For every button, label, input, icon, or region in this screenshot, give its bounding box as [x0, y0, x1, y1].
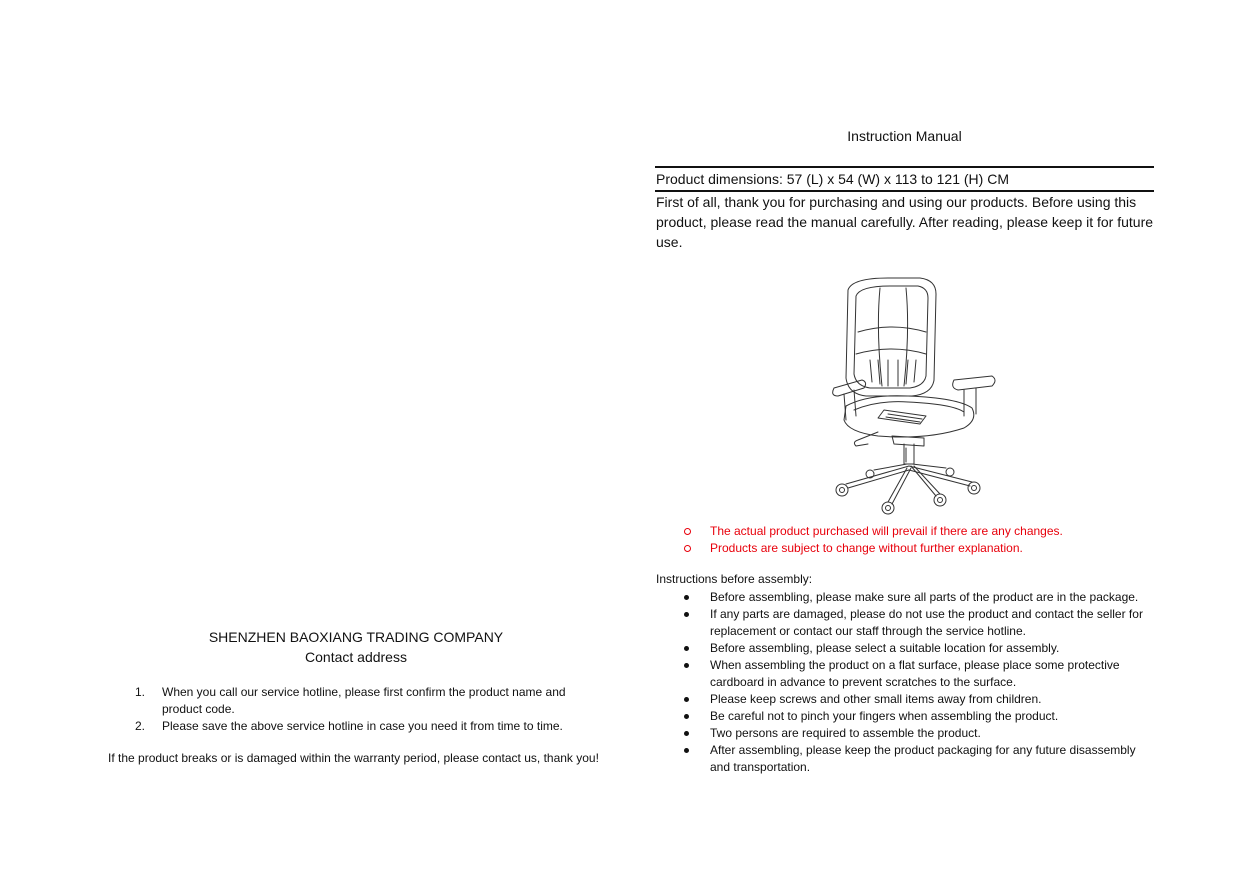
instruction-text: After assembling, please keep the product packaging for any future disassembly and transportation. — [710, 743, 1136, 774]
list-item — [108, 684, 604, 718]
circle-bullet-icon — [684, 528, 691, 535]
bullet-icon — [684, 714, 689, 719]
warranty-text: If the product breaks or is damaged within the warranty period, please contact us, thank you! — [108, 751, 599, 765]
instruction-text: Before assembling, please select a suitable location for assembly. — [710, 641, 1060, 655]
list-item — [684, 742, 1154, 776]
list-item — [684, 691, 1154, 708]
instruction-text: Please keep screws and other small items away from children. — [710, 692, 1042, 706]
list-text: When you call our service hotline, please first confirm the product name and product code. — [162, 685, 566, 716]
office-chair-icon — [808, 270, 1008, 518]
pre-assembly-title: Instructions before assembly: — [656, 572, 813, 586]
instruction-text: Before assembling, please make sure all parts of the product are in the package. — [710, 590, 1139, 604]
bullet-icon — [684, 697, 689, 702]
service-notes-list — [108, 684, 604, 735]
list-item — [684, 606, 1154, 640]
product-dimensions: Product dimensions: 57 (L) x 54 (W) x 113 to 121 (H) CM — [656, 171, 1009, 187]
list-number: 1. — [135, 685, 146, 699]
bullet-icon — [684, 748, 689, 753]
list-text: Please save the above service hotline in case you need it from time to time. — [162, 719, 563, 733]
instruction-text: When assembling the product on a flat surface, please place some protective cardboard in advance to prevent scratches to the surface. — [710, 658, 1120, 689]
list-item — [684, 523, 1063, 540]
contact-heading: Contact address — [305, 649, 407, 665]
disclaimer-text: Products are subject to change without further explanation. — [710, 541, 1023, 555]
list-item — [684, 657, 1154, 691]
disclaimer-list — [684, 523, 1063, 557]
intro-paragraph: First of all, thank you for purchasing and using our products. Before using this product, please read the manual carefully. After reading, please keep it for future use. — [656, 194, 1154, 250]
list-item — [684, 725, 1154, 742]
top-rule — [655, 166, 1154, 168]
bullet-icon — [684, 731, 689, 736]
bullet-icon — [684, 646, 689, 651]
company-name: SHENZHEN BAOXIANG TRADING COMPANY — [208, 629, 504, 645]
company-block — [108, 627, 604, 667]
list-item — [684, 640, 1154, 657]
list-item — [684, 708, 1154, 725]
pre-assembly-list — [684, 589, 1154, 776]
instruction-text: Be careful not to pinch your fingers when assembling the product. — [710, 709, 1059, 723]
instruction-text: Two persons are required to assemble the product. — [710, 726, 981, 740]
disclaimer-text: The actual product purchased will prevail if there are any changes. — [710, 524, 1063, 538]
bullet-icon — [684, 663, 689, 668]
manual-title: Instruction Manual — [847, 128, 962, 144]
instruction-text: If any parts are damaged, please do not use the product and contact the seller for replacement or contact our staff through the service hotline. — [710, 607, 1143, 638]
list-number: 2. — [135, 719, 146, 733]
bullet-icon — [684, 612, 689, 617]
list-item — [108, 718, 604, 735]
bullet-icon — [684, 595, 689, 600]
list-item — [684, 540, 1063, 557]
list-item — [684, 589, 1154, 606]
circle-bullet-icon — [684, 545, 691, 552]
